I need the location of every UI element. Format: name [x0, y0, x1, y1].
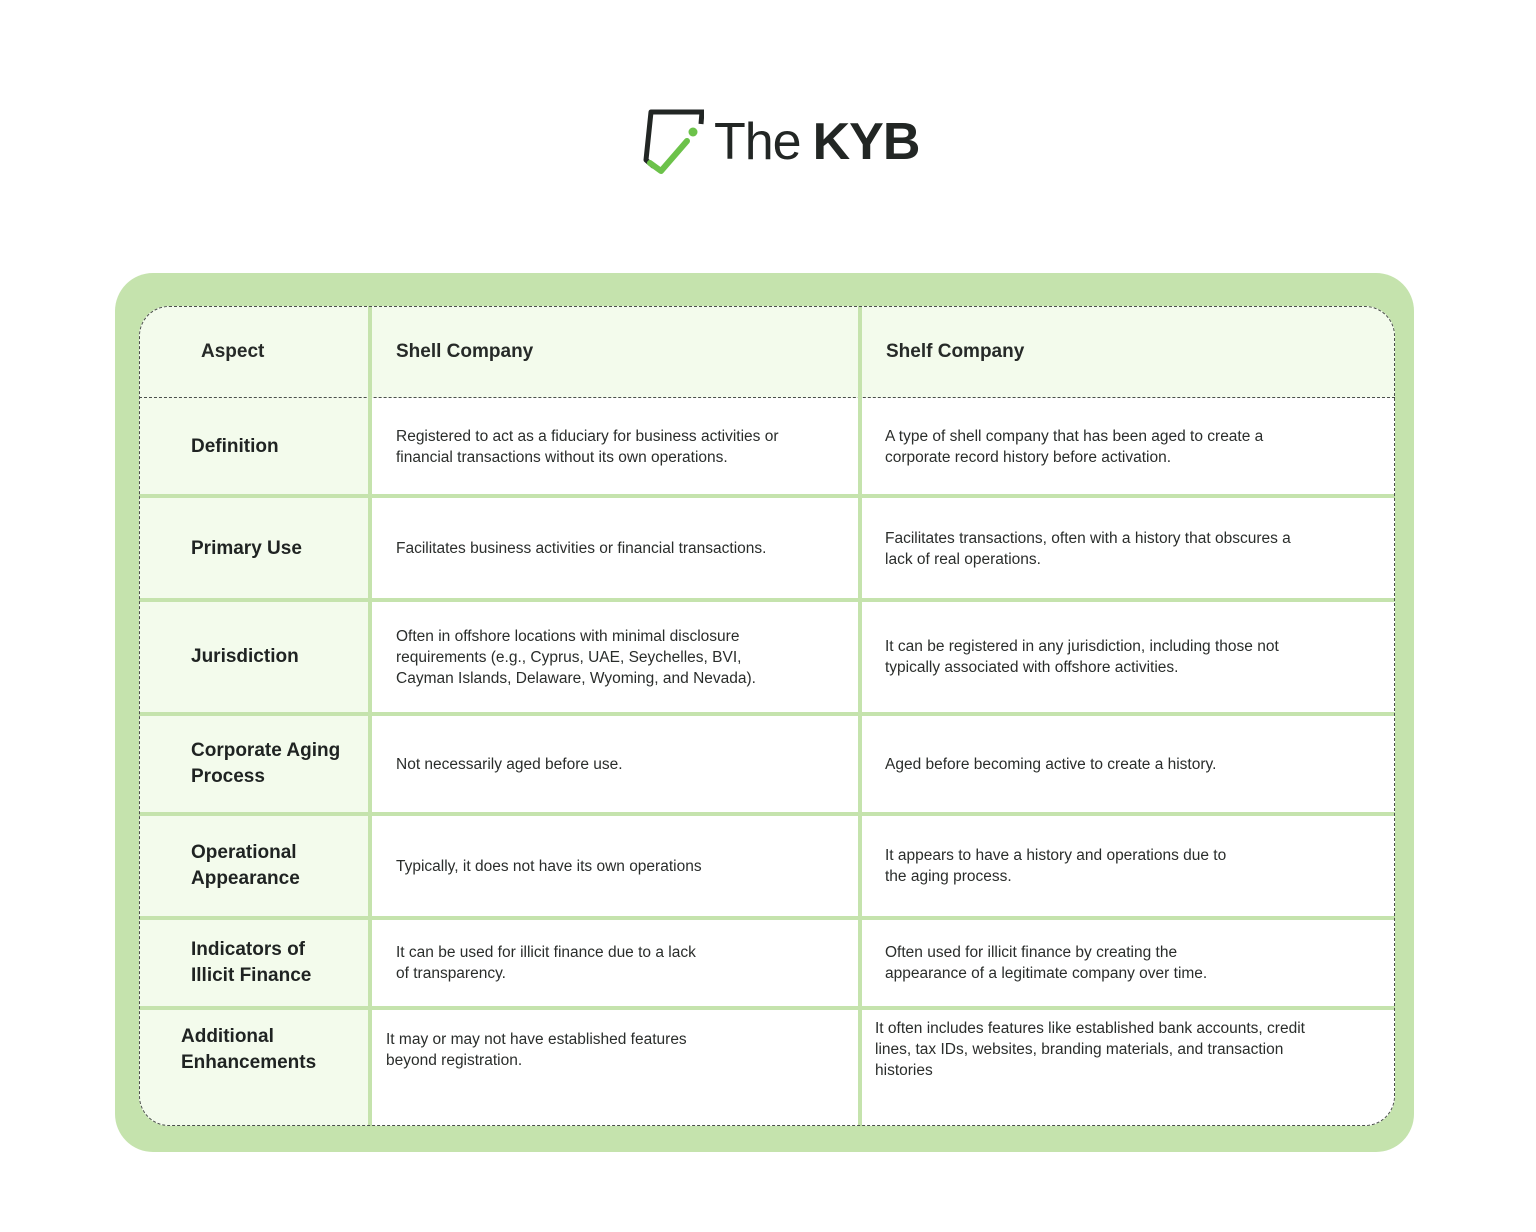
comparison-table [139, 306, 1395, 1126]
header-shell-company: Shell Company [396, 341, 534, 362]
row-divider [139, 1006, 1395, 1010]
row-shelf-text: It can be registered in any jurisdiction, including those not typically associated with offshore activities. [885, 638, 1279, 676]
row-aspect-label: Indicators of Illicit Finance [191, 939, 312, 986]
row-shelf-text: Aged before becoming active to create a history. [885, 755, 1217, 773]
table-row-additional-enhancements [139, 1010, 1395, 1126]
row-aspect-label: Additional Enhancements [181, 1026, 317, 1073]
table-row-illicit-finance [139, 920, 1395, 1006]
brand-wordmark [714, 113, 920, 171]
row-aspect-label: Definition [191, 435, 279, 457]
row-divider [139, 916, 1395, 920]
row-shelf-text: Facilitates transactions, often with a history that obscures a lack of real operations. [885, 529, 1291, 568]
header-aspect: Aspect [201, 341, 265, 362]
row-shell-text: Not necessarily aged before use. [396, 755, 623, 773]
row-shell-text: Often in offshore locations with minimal disclosure requirements (e.g., Cyprus, UAE, Seychelles, BVI, Cayman Islands, Delaware, Wyoming, and Nevada). [396, 627, 756, 687]
brand-name: KYB [812, 113, 920, 171]
table-row-operational-appearance [139, 816, 1395, 916]
row-aspect-label: Operational Appearance [191, 842, 300, 889]
row-divider [139, 712, 1395, 716]
table-row-jurisdiction [139, 602, 1395, 712]
row-shell-text: It can be used for illicit finance due to a lack of transparency. [396, 944, 696, 982]
row-shell-text: Typically, it does not have its own operations [396, 857, 702, 875]
header-shelf-company: Shelf Company [886, 341, 1025, 362]
shield-check-icon [642, 108, 704, 176]
row-aspect-label: Corporate Aging Process [191, 740, 341, 787]
table-row-definition [139, 398, 1395, 495]
row-shelf-text: A type of shell company that has been aged to create a corporate record history before activation. [885, 427, 1264, 466]
row-divider [139, 494, 1395, 498]
row-aspect-label: Primary Use [191, 537, 302, 559]
row-shelf-text: It appears to have a history and operations due to the aging process. [885, 847, 1227, 885]
row-shelf-text: Often used for illicit finance by creating the appearance of a legitimate company over time. [885, 944, 1208, 982]
row-shell-text: Facilitates business activities or financial transactions. [396, 540, 767, 557]
table-header [139, 306, 1395, 398]
comparison-table-frame [115, 273, 1414, 1152]
row-divider [139, 812, 1395, 816]
row-shell-text: Registered to act as a fiduciary for business activities or financial transactions without its own operations. [396, 427, 779, 466]
column-divider [368, 306, 372, 1126]
table-row-primary-use [139, 498, 1395, 599]
brand-logo [642, 106, 919, 178]
column-divider [858, 306, 862, 1126]
row-shell-text: It may or may not have established features beyond registration. [386, 1031, 687, 1069]
table-row-corporate-aging [139, 716, 1395, 812]
row-aspect-label: Jurisdiction [191, 646, 299, 667]
brand-prefix: The [714, 113, 801, 171]
row-shelf-text: It often includes features like established bank accounts, credit lines, tax IDs, websites, branding materials, and transaction histories [875, 1020, 1305, 1079]
row-divider [139, 598, 1395, 602]
